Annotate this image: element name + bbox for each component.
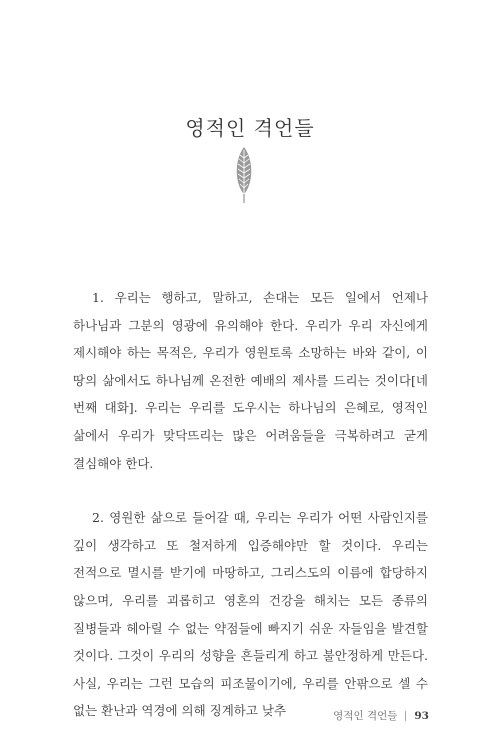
page-number: 93 xyxy=(414,709,429,722)
running-title: 영적인 격언들 xyxy=(333,710,398,722)
chapter-title: 영적인 격언들 xyxy=(185,116,315,140)
footer-divider xyxy=(405,711,406,721)
paragraph-2: 2. 영원한 삶으로 들어갈 때, 우리는 우리가 어떤 사람인지를 깊이 생각하고 또 철저하게 입증해야만 할 것이다. 우리는 전적으로 멸시를 받기에 마땅하고, 그리스도의 이름에 합당하지 않으며, 우리를 괴롭히고 영혼의 건강을 해치는 모든 종류의 질병들과 헤아릴 수 없는 약점들에 빠지기 쉬운 자들임을 발견할 것이다. 그것이 우리의 성향을 흔들리게 하고 불안정하게 만든다. 사실, 우리는 그런 모습의 피조물이기에, 우리를 안팎으로 셀 수 없는 환난과 역경에 의해 징계하고 낮추 xyxy=(73,510,428,719)
page-footer xyxy=(333,708,429,723)
feather-icon xyxy=(231,146,257,204)
paragraph-1: 1. 우리는 행하고, 말하고, 손대는 모든 일에서 언제나 하나님과 그분의 영광에 유의해야 한다. 우리가 우리 자신에게 제시해야 하는 목적은, 우리가 영원토록 소망하는 바와 같이, 이 땅의 삶에서도 하나님께 온전한 예배의 제사를 드리는 것이다[네 번째 대화]. 우리는 우리를 도우시는 하나님의 은혜로, 영적인 삶에서 우리가 맞닥뜨리는 많은 어려움들을 극복하려고 굳게 결심해야 한다. xyxy=(73,290,428,471)
body-text xyxy=(73,284,428,725)
